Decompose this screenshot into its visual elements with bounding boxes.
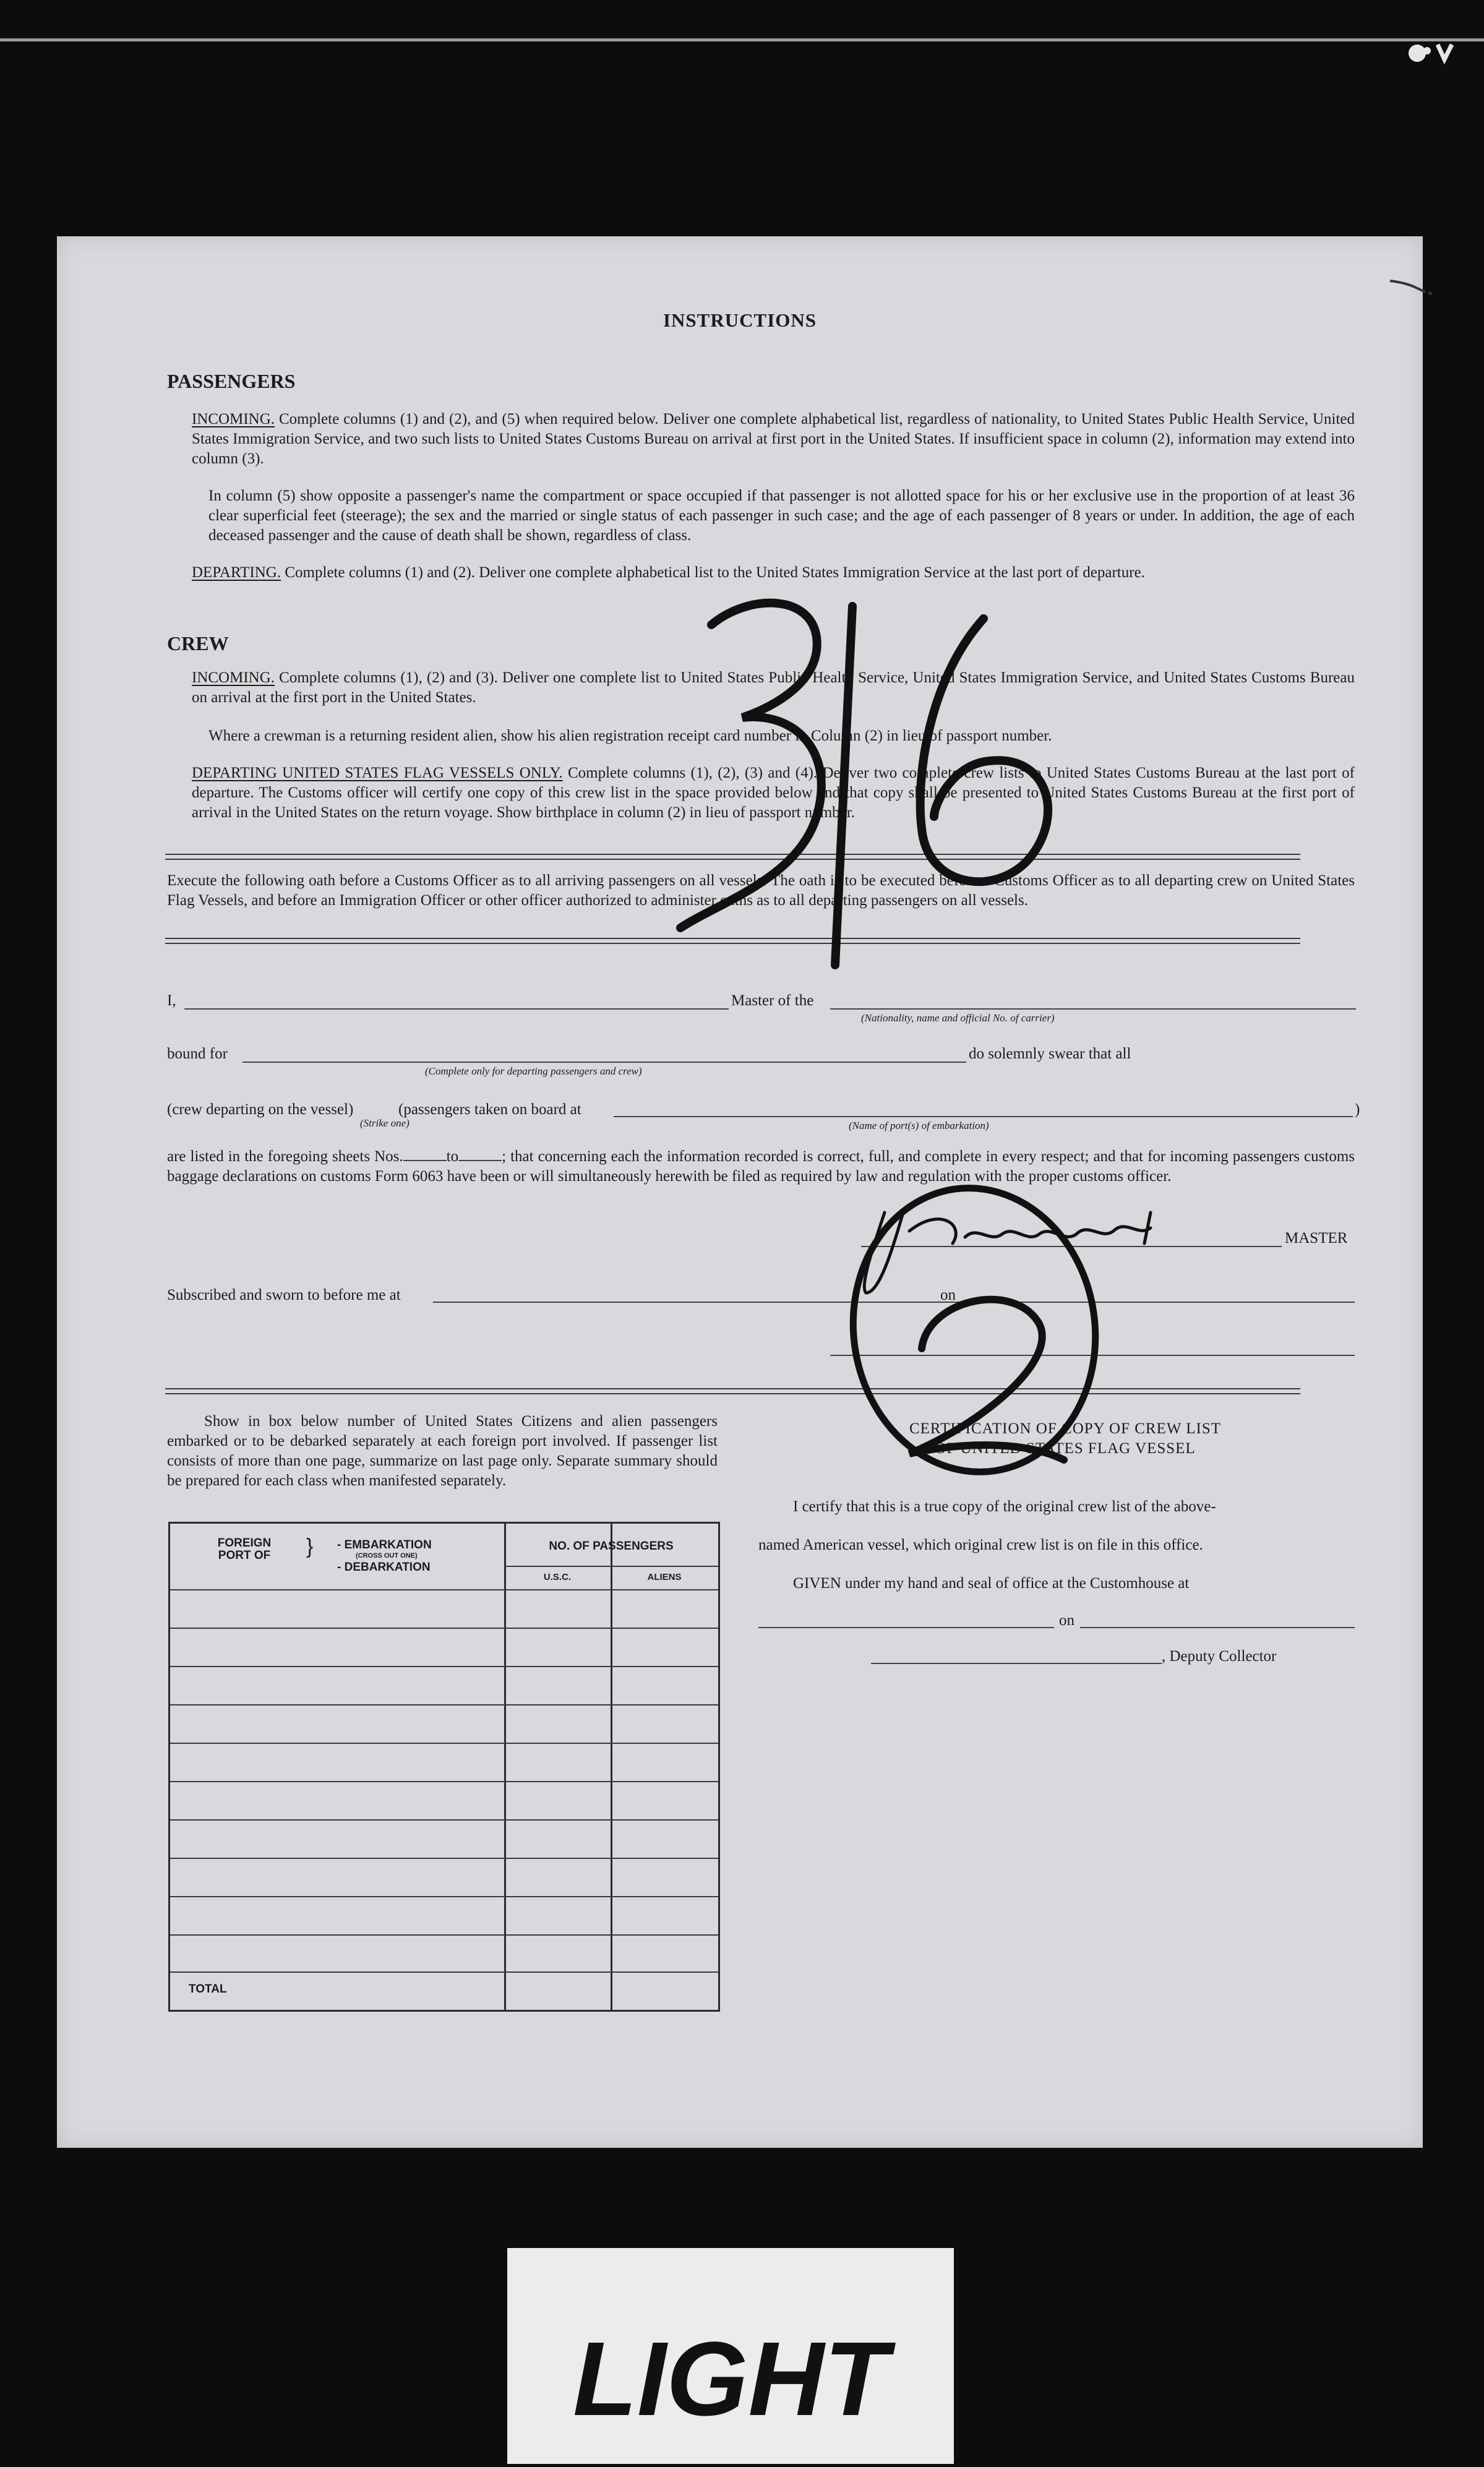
passengers-taken-option: (passengers taken on board at [398, 1101, 581, 1118]
crew-departing-option: (crew departing on the vessel) [167, 1101, 354, 1118]
usc-header: U.S.C. [543, 1572, 572, 1582]
summary-instruction-paragraph: Show in box below number of United States Citizens and alien passengers embarked or to be debarked separately at each foreign port involved. If passenger list consists of more than one page, summarize on last page only. Separate summary should be prepared for each class when manifested separately. [167, 1413, 718, 1489]
film-label-card [507, 2248, 954, 2464]
instructions-title: INSTRUCTIONS [663, 309, 817, 331]
total-label: TOTAL [189, 1983, 227, 1996]
no-passengers-header: NO. OF PASSENGERS [549, 1540, 674, 1553]
deputy-collector-label: , Deputy Collector [1162, 1648, 1277, 1665]
oath-instruction-paragraph: Execute the following oath before a Customs Officer as to all arriving passengers on all vessels. The oath is to be executed before a Customs Officer as to all departing crew on United States Flag Vessels, and before an Immigration Officer or other officer authorized to administer oaths as to all departing passengers on all vessels. [167, 872, 1355, 909]
crew-departing-paragraph [192, 763, 1355, 823]
listed-to: to [446, 1148, 459, 1165]
swear-label: do solemnly swear that all [969, 1045, 1131, 1062]
certify-text-1: I certify that this is a true copy of the original crew list of the above- [793, 1498, 1216, 1515]
carrier-caption: (Nationality, name and official No. of carrier) [861, 1012, 1055, 1024]
bound-for-caption: (Complete only for departing passengers and crew) [425, 1065, 642, 1077]
film-top-rule [0, 38, 1484, 41]
passengers-incoming-label: INCOMING. [192, 411, 275, 427]
passengers-departing-label: DEPARTING. [192, 564, 281, 581]
oath-i-label: I, [167, 992, 176, 1009]
carrier-line[interactable] [830, 1008, 1356, 1010]
bound-for-label: bound for [167, 1045, 228, 1062]
crew-incoming-text: Complete columns (1), (2) and (3). Deliver one complete list to United States Public Health Service, United States Immigration Service, and United States Customs Bureau on arrival at the first port in the United States. [192, 669, 1355, 706]
subscribed-date-line[interactable] [965, 1302, 1355, 1303]
brace-icon: } [306, 1535, 314, 1558]
divider-rule [165, 854, 1300, 860]
label-text: LIGHT [573, 2320, 888, 2438]
deputy-collector-line[interactable] [871, 1663, 1162, 1664]
divider-rule [165, 938, 1300, 944]
close-paren: ) [1355, 1101, 1360, 1118]
passenger-summary-table [168, 1522, 720, 2012]
crew-departing-text: Complete columns (1), (2), (3) and (4). Deliver two complete crew lists to United States Customs Bureau at the last port of departure. The Customs officer will certify one copy of this crew list in the space provided below and that copy shall be presented to United States Customs Bureau at the first port of arrival in the United States on the return voyage. Show birthplace in column (2) in lieu of passport number. [192, 765, 1355, 821]
officer-signature-line[interactable] [830, 1355, 1355, 1356]
foreign-port-header: FOREIGN PORT OF [217, 1537, 272, 1562]
subscribed-place-line[interactable] [433, 1302, 993, 1303]
certification-title-1: CERTIFICATION OF COPY OF CREW LIST [909, 1420, 1222, 1437]
customhouse-line[interactable] [758, 1627, 1054, 1628]
bound-for-line[interactable] [242, 1062, 966, 1063]
film-edge-mark [1404, 37, 1459, 68]
subscribed-on-label: on [940, 1287, 956, 1303]
crew-incoming-label: INCOMING. [192, 669, 275, 686]
debarkation-header: - DEBARKATION [337, 1561, 431, 1574]
master-name-line[interactable] [184, 1008, 729, 1010]
embarkation-header: - EMBARKATION [337, 1538, 432, 1551]
embarkation-ports-line[interactable] [614, 1116, 1353, 1117]
listed-text-b: ; that concerning each the information recorded is correct, full, and complete in every respect; and that for incoming passengers customs baggage declarations on customs Form 6063 have been or will simultaneously herewith be filed as required by law and regulation with the proper customs officer. [167, 1148, 1355, 1185]
divider-rule [165, 1388, 1300, 1394]
passengers-departing-text: Complete columns (1) and (2). Deliver one complete alphabetical list to the United States Immigration Service at the last port of departure. [281, 564, 1145, 581]
cross-out-note: (CROSS OUT ONE) [356, 1552, 418, 1560]
certification-title-2: OF UNITED STATES FLAG VESSEL [935, 1440, 1196, 1457]
passengers-heading: PASSENGERS [167, 370, 296, 392]
certification-on-label: on [1059, 1612, 1074, 1629]
light-label-svg [507, 2248, 954, 2464]
passengers-incoming-paragraph [192, 410, 1355, 469]
master-signature-line[interactable] [861, 1246, 1282, 1247]
given-text: GIVEN under my hand and seal of office at the Customhouse at [793, 1575, 1190, 1592]
certification-date-line[interactable] [1080, 1627, 1355, 1628]
subscribed-label: Subscribed and sworn to before me at [167, 1287, 401, 1303]
strike-one-caption: (Strike one) [360, 1117, 410, 1129]
listed-text-a: are listed in the foregoing sheets Nos. [167, 1148, 403, 1165]
passengers-departing-paragraph [192, 563, 1355, 583]
sheet-to-line[interactable] [458, 1160, 502, 1161]
sheet-from-line[interactable] [403, 1160, 447, 1161]
passengers-column5-paragraph: In column (5) show opposite a passenger's name the compartment or space occupied if that passenger is not allotted space for his or her exclusive use in the proportion of at least 36 clear superficial feet (steerage); the sex and the married or single status of each passenger in such case; and the age of each passenger of 8 years or under. In addition, the age of each deceased passenger and the cause of death shall be shown, regardless of class. [208, 487, 1355, 544]
embarkation-caption: (Name of port(s) of embarkation) [849, 1120, 989, 1131]
corner-pencil-mark [1387, 273, 1436, 298]
passengers-incoming-text: Complete columns (1) and (2), and (5) when required below. Deliver one complete alphabetical list, regardless of nationality, to United States Public Health Service, United States Immigration Service, and two such lists to United States Customs Bureau on arrival at first port in the United States. If insufficient space in column (2), information may extend into column (3). [192, 411, 1355, 467]
crew-alien-paragraph: Where a crewman is a returning resident alien, show his alien registration receipt card number in Column (2) in lieu of passport number. [208, 727, 1052, 744]
crew-heading: CREW [167, 632, 229, 654]
master-of-label: Master of the [731, 992, 814, 1009]
master-label: MASTER [1285, 1230, 1348, 1246]
listed-paragraph [167, 1147, 1355, 1186]
aliens-header: ALIENS [647, 1572, 682, 1582]
crew-incoming-paragraph [192, 668, 1355, 708]
crew-departing-label: DEPARTING UNITED STATES FLAG VESSELS ONLY. [192, 765, 563, 781]
document-page [57, 236, 1423, 2148]
certify-text-2: named American vessel, which original crew list is on file in this office. [758, 1537, 1203, 1553]
